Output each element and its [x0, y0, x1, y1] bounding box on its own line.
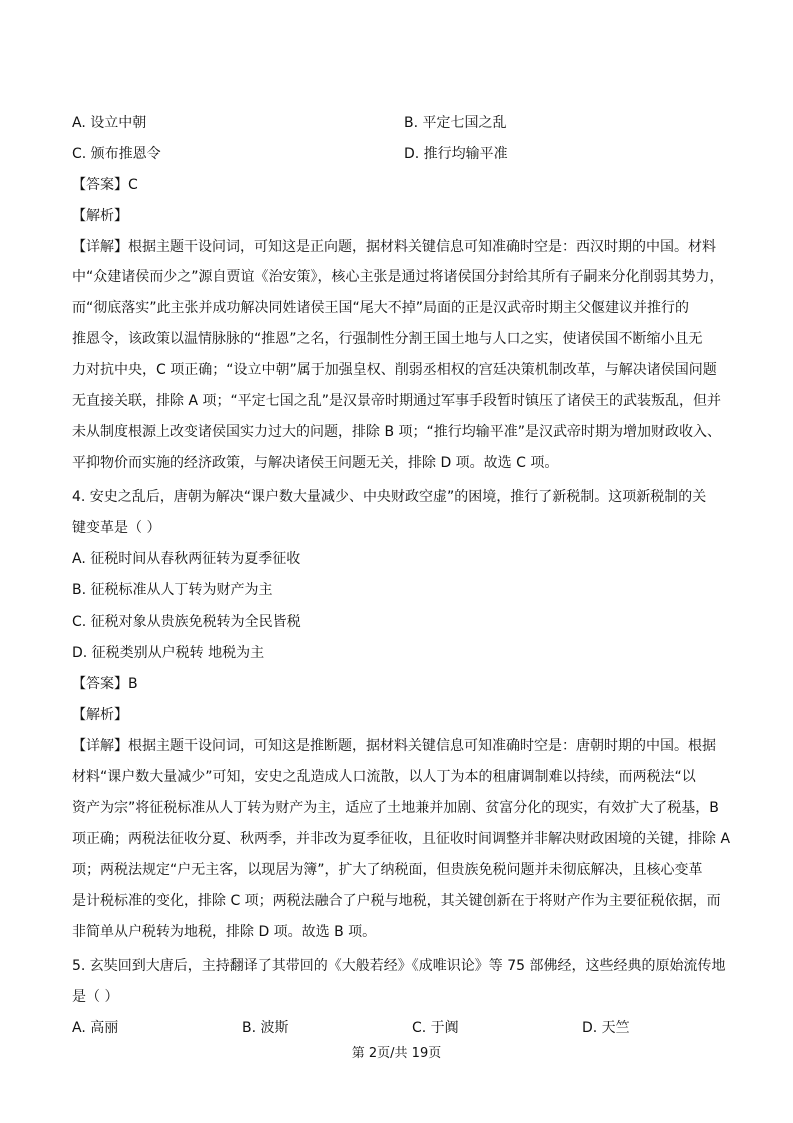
option-c: C. 征税对象从贵族免税转为全民皆税: [72, 614, 301, 630]
explanation-line: 而“彻底落实”此主张并成功解决同姓诸侯王国“尾大不掉”局面的正是汉武帝时期主父偃建议并推行的: [72, 300, 690, 316]
question-stem: 是（ ）: [72, 989, 119, 1005]
analysis-label: 【解析】: [72, 208, 128, 224]
explanation-line: 项正确；两税法征收分夏、秋两季，并非改为夏季征收，且征收时间调整并非解决财政困境的关键，排除 A: [72, 831, 731, 847]
option-d: D. 天竺: [582, 1020, 630, 1036]
option-c: C. 颁布推恩令: [72, 146, 161, 162]
explanation-line: 【详解】根据主题干设问词，可知这是正向题，据材料关键信息可知准确时空是：西汉时期的中国。材料: [72, 239, 716, 255]
explanation-line: 平抑物价而实施的经济政策，与解决诸侯王问题无关，排除 D 项。故选 C 项。: [72, 455, 559, 471]
option-b: B. 征税标准从人丁转为财产为主: [72, 582, 273, 598]
explanation-line: 推恩令，该政策以温情脉脉的“推恩”之名，行强制性分割王国土地与人口之实，使诸侯国不断缩小且无: [72, 331, 703, 347]
option-c: C. 于阗: [412, 1020, 459, 1036]
option-a: A. 征税时间从春秋两征转为夏季征收: [72, 551, 301, 567]
explanation-line: 是计税标准的变化，排除 C 项；两税法融合了户税与地税，其关键创新在于将财产作为主要征税依据，而: [72, 893, 721, 909]
explanation-line: 【详解】根据主题干设问词，可知这是推断题，据材料关键信息可知准确时空是：唐朝时期的中国。根据: [72, 738, 716, 754]
explanation-line: 力对抗中央，C 项正确；“设立中朝”属于加强皇权、削弱丞相权的宫廷决策机制改革，与解决诸侯国问题: [72, 362, 717, 378]
explanation-line: 未从制度根源上改变诸侯国实力过大的问题，排除 B 项；“推行均输平准”是汉武帝时期为增加财政收入、: [72, 424, 722, 440]
explanation-line: 资产为宗”将征税标准从人丁转为财产为主，适应了土地兼并加剧、贫富分化的现实，有效扩大了税基，B: [72, 800, 719, 816]
explanation-line: 项；两税法规定“户无主客，以现居为簿”，扩大了纳税面，但贵族免税问题并未彻底解决，且核心变革: [72, 862, 703, 878]
option-d: D. 征税类别从户税转 地税为主: [72, 645, 265, 661]
answer-label: 【答案】C: [72, 177, 138, 193]
question-stem: 5. 玄奘回到大唐后，主持翻译了其带回的《大般若经》《成唯识论》等 75 部佛经，这些经典的原始流传地: [72, 958, 726, 974]
analysis-label: 【解析】: [72, 707, 128, 723]
option-b: B. 平定七国之乱: [404, 115, 507, 131]
option-a: A. 高丽: [72, 1020, 119, 1036]
explanation-line: 非简单从户税转为地税，排除 D 项。故选 B 项。: [72, 924, 377, 940]
explanation-line: 中“众建诸侯而少之”源自贾谊《治安策》，核心主张是通过将诸侯国分封给其所有子嗣来分化削弱其势力，: [72, 269, 724, 285]
page-footer: 第 2页/共 19页: [351, 1046, 442, 1061]
question-stem: 4. 安史之乱后，唐朝为解决“课户数大量减少、中央财政空虚”的困境，推行了新税制。这项新税制的关: [72, 489, 707, 505]
option-d: D. 推行均输平准: [404, 146, 508, 162]
option-a: A. 设立中朝: [72, 115, 147, 131]
explanation-line: 无直接关联，排除 A 项；“平定七国之乱”是汉景帝时期通过军事手段暂时镇压了诸侯王的武装叛乱，但并: [72, 393, 721, 409]
option-b: B. 波斯: [242, 1020, 289, 1036]
question-stem: 键变革是（ ）: [72, 520, 161, 536]
answer-label: 【答案】B: [72, 676, 138, 692]
explanation-line: 材料“课户数大量减少”可知，安史之乱造成人口流散，以人丁为本的租庸调制难以持续，而两税法“以: [72, 769, 696, 785]
